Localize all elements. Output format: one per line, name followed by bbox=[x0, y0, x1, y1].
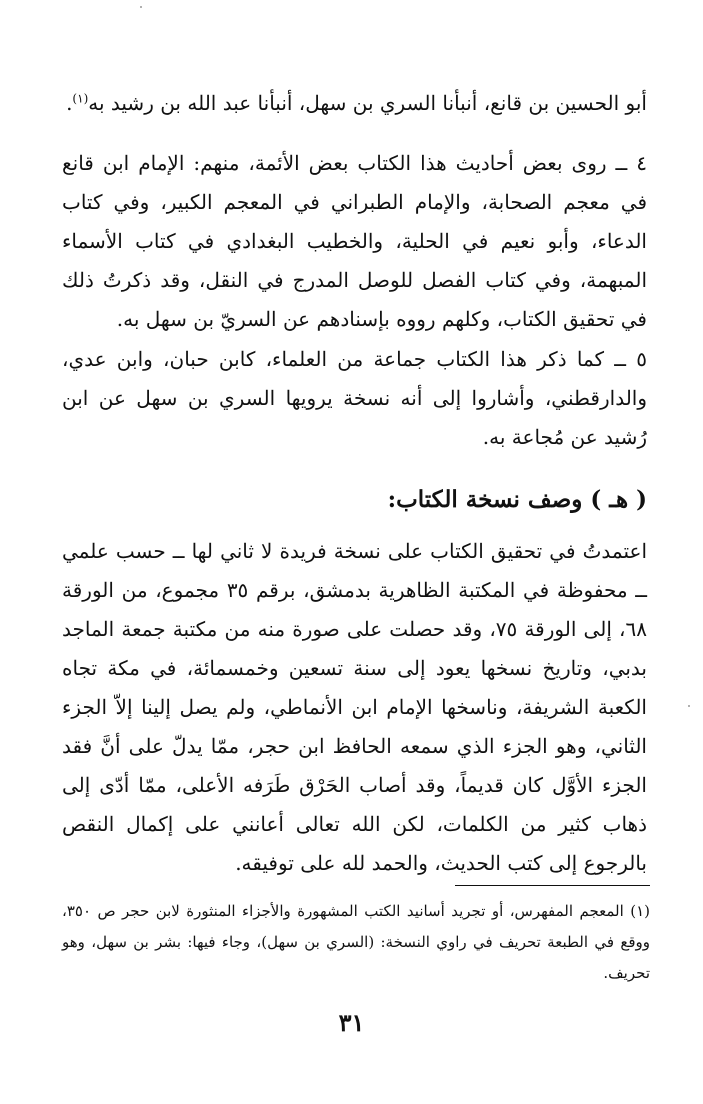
footnote-reference[interactable]: (١) bbox=[72, 91, 89, 106]
section-heading: ( هـ ) وصف نسخة الكتاب: bbox=[387, 486, 647, 513]
footnote: (١) المعجم المفهرس، أو تجريد أسانيد الكتب المشهورة والأجزاء المنثورة لابن حجر ص ٣٥٠، ووقع في الطبعة تحريف في راوي النسخة: (السري بن سهل)، وجاء فيها: بشر بن سهل، وهو تحريف. bbox=[62, 902, 650, 982]
paragraph-1-end: . bbox=[66, 91, 73, 115]
page-number: ٣١ bbox=[338, 1008, 365, 1037]
scan-speck bbox=[140, 6, 142, 8]
paragraph-1 bbox=[62, 84, 647, 123]
paragraph-4: اعتمدتُ في تحقيق الكتاب على نسخة فريدة لا ثاني لها ــ حسب علمي ــ محفوظة في المكتبة الظاهرية بدمشق، برقم ٣٥ مجموع، من الورقة ٦٨، إلى الورقة ٧٥، وقد حصلت على صورة منه من مكتبة جمعة الماجد بدبي، وتاريخ نسخها يعود إلى سنة تسعين وخمسمائة، في مكة تجاه الكعبة الشريفة، وناسخها الإمام ابن الأنماطي، ولم يصل إلينا إلاّ الجزء الثاني، وهو الجزء الذي سمعه الحافظ ابن حجر، ممّا يدلّ على أنَّ فقد الجزء الأوَّل كان قديماً، وقد أصاب الحَرْق طَرَفه الأعلى، ممّا أدّى إلى ذهاب كثير من الكلمات، لكن الله تعالى أعانني على إكمال النقص بالرجوع إلى كتب الحديث، والحمد لله على توفيقه. bbox=[62, 539, 648, 875]
paragraph-2: ٤ ــ روى بعض أحاديث هذا الكتاب بعض الأئمة، منهم: الإمام ابن قانع في معجم الصحابة، والإمام الطبراني في المعجم الكبير، وفي كتاب الدعاء، وأبو نعيم في الحلية، والخطيب البغدادي في كتاب الأسماء المبهمة، وفي كتاب الفصل للوصل المدرج في النقل، وقد ذكرتُ ذلك في تحقيق الكتاب، وكلهم رووه بإسنادهم عن السريّ بن سهل به. bbox=[62, 151, 647, 331]
paragraph-3: ٥ ــ كما ذكر هذا الكتاب جماعة من العلماء، كابن حبان، وابن عدي، والدارقطني، وأشاروا إلى أنه نسخة يرويها السري بن سهل عن ابن رُشيد عن مُجاعة به. bbox=[62, 347, 647, 449]
footnote-divider bbox=[455, 885, 650, 886]
paragraph-1-text: أبو الحسين بن قانع، أنبأنا السري بن سهل، أنبأنا عبد الله بن رشيد به bbox=[88, 91, 647, 115]
scan-speck bbox=[688, 705, 690, 707]
